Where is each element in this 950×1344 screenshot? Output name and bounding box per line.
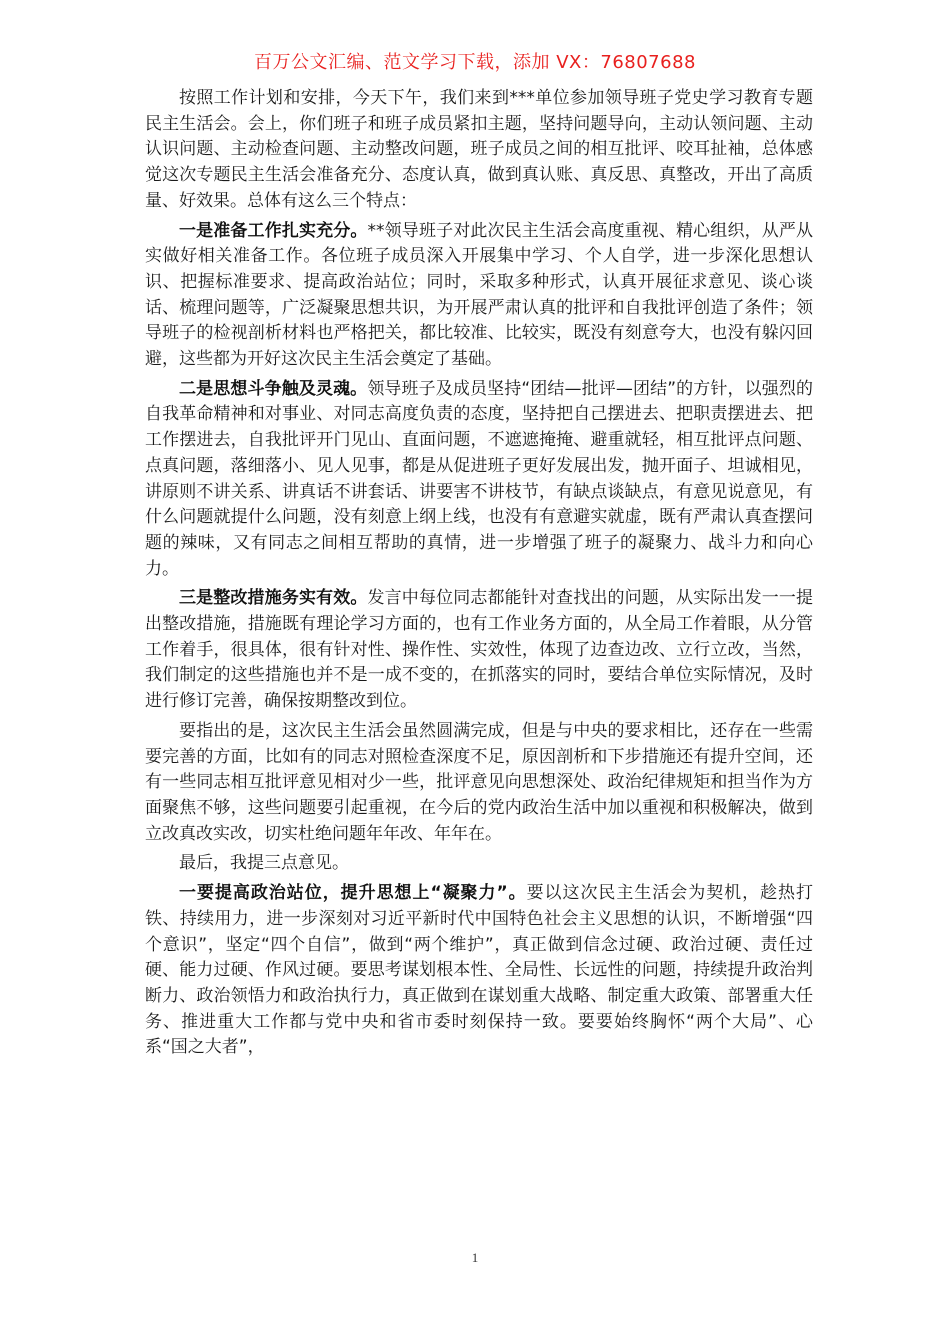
page-header: 百万公文汇编、范文学习下载，添加 VX：76807688 (254, 52, 696, 73)
paragraph-text: 要以这次民主生活会为契机，趁热打铁、持续用力，进一步深刻对习近平新时代中国特色社会主义思想的认识，不断增强“四个意识”，坚定“四个自信”，做到“两个维护”，真正做到信念过硬、政治过硬、责任过硬、能力过硬、作风过硬。要思考谋划根本性、全局性、长远性的问题，持续提升政治判断力、政治领悟力和政治执行力，真正做到在谋划重大战略、制定重大政策、部署重大任务、推进重大工作都与党中央和省市委时刻保持一致。要要始终胸怀“两个大局”、心系“国之大者”， (145, 883, 813, 1058)
paragraph-point-1 (145, 219, 813, 373)
page-number: 1 (471, 1250, 479, 1265)
paragraph-lead: 一要提高政治站位，提升思想上“凝聚力”。 (179, 883, 527, 904)
paragraph-text: 发言中每位同志都能针对查找出的问题，从实际出发一一提出整改措施，措施既有理论学习方面的，也有工作业务方面的，从全局工作着眼，从分管工作着手，很具体，很有针对性、操作性、实效性，体现了边查边改、立行立改，当然，我们制定的这些措施也并不是一成不变的，在抓落实的同时，要结合单位实际情况，及时进行修订完善，确保按期整改到位。 (145, 588, 814, 712)
paragraph-text: 最后，我提三点意见。 (179, 853, 349, 874)
paragraph-text: 领导班子及成员坚持“团结—批评—团结”的方针，以强烈的自我革命精神和对事业、对同志高度负责的态度，坚持把自己摆进去、把职责摆进去、把工作摆进去，自我批评开门见山、直面问题，不遮遮掩掩、避重就轻，相互批评点问题、点真问题，落细落小、见人见事，都是从促进班子更好发展出发，抛开面子、坦诚相见，讲原则不讲关系、讲真话不讲套话、讲要害不讲枝节，有缺点谈缺点，有意见说意见，有什么问题就提什么问题，没有刻意上纲上线，也没有有意避实就虚，既有严肃认真查摆问题的辣味，又有同志之间相互帮助的真情，进一步增强了班子的凝聚力、战斗力和向心力。 (145, 378, 814, 579)
paragraph-finally (145, 851, 813, 877)
paragraph-lead: 三是整改措施务实有效。 (179, 588, 368, 609)
paragraph-point-3 (145, 586, 813, 715)
paragraph-lead: 一是准备工作扎实充分。 (179, 220, 368, 241)
paragraph-text: 要指出的是，这次民主生活会虽然圆满完成，但是与中央的要求相比，还存在一些需要完善的方面，比如有的同志对照检查深度不足，原因剖析和下步措施还有提升空间，还有一些同志相互批评意见相对少一些，批评意见向思想深处、政治纪律规矩和担当作为方面聚焦不够，这些问题要引起重视，在今后的党内政治生活中加以重视和积极解决，做到立改真改实改，切实杜绝问题年年改、年年在。 (145, 720, 813, 844)
paragraph-lead: 二是思想斗争触及灵魂。 (179, 378, 368, 399)
paragraph-text: **领导班子对此次民主生活会高度重视、精心组织，从严从实做好相关准备工作。各位班子成员深入开展集中学习、个人自学，进一步深化思想认识、把握标准要求、提高政治站位；同时，采取多种形式，认真开展征求意见、谈心谈话、梳理问题等，广泛凝聚思想共识，为开展严肃认真的批评和自我批评创造了条件；领导班子的检视剖析材料也严格把关，都比较准、比较实，既没有刻意夸大，也没有躲闪回避，这些都为开好这次民主生活会奠定了基础。 (145, 220, 814, 370)
paragraph-opinion-1 (145, 881, 813, 1061)
paragraph-point-2 (145, 377, 813, 583)
paragraph-text: 按照工作计划和安排，今天下午，我们来到***单位参加领导班子党史学习教育专题民主生活会。会上，你们班子和班子成员紧扣主题，坚持问题导向，主动认领问题、主动认识问题、主动检查问题、主动整改问题，班子成员之间的相互批评、咬耳扯袖，总体感觉这次专题民主生活会准备充分、态度认真，做到真认账、真反思、真整改，开出了高质量、好效果。总体有这么三个特点： (145, 88, 813, 211)
paragraph-shortcomings (145, 719, 813, 848)
paragraph-intro (145, 86, 813, 215)
document-body (145, 86, 813, 1065)
